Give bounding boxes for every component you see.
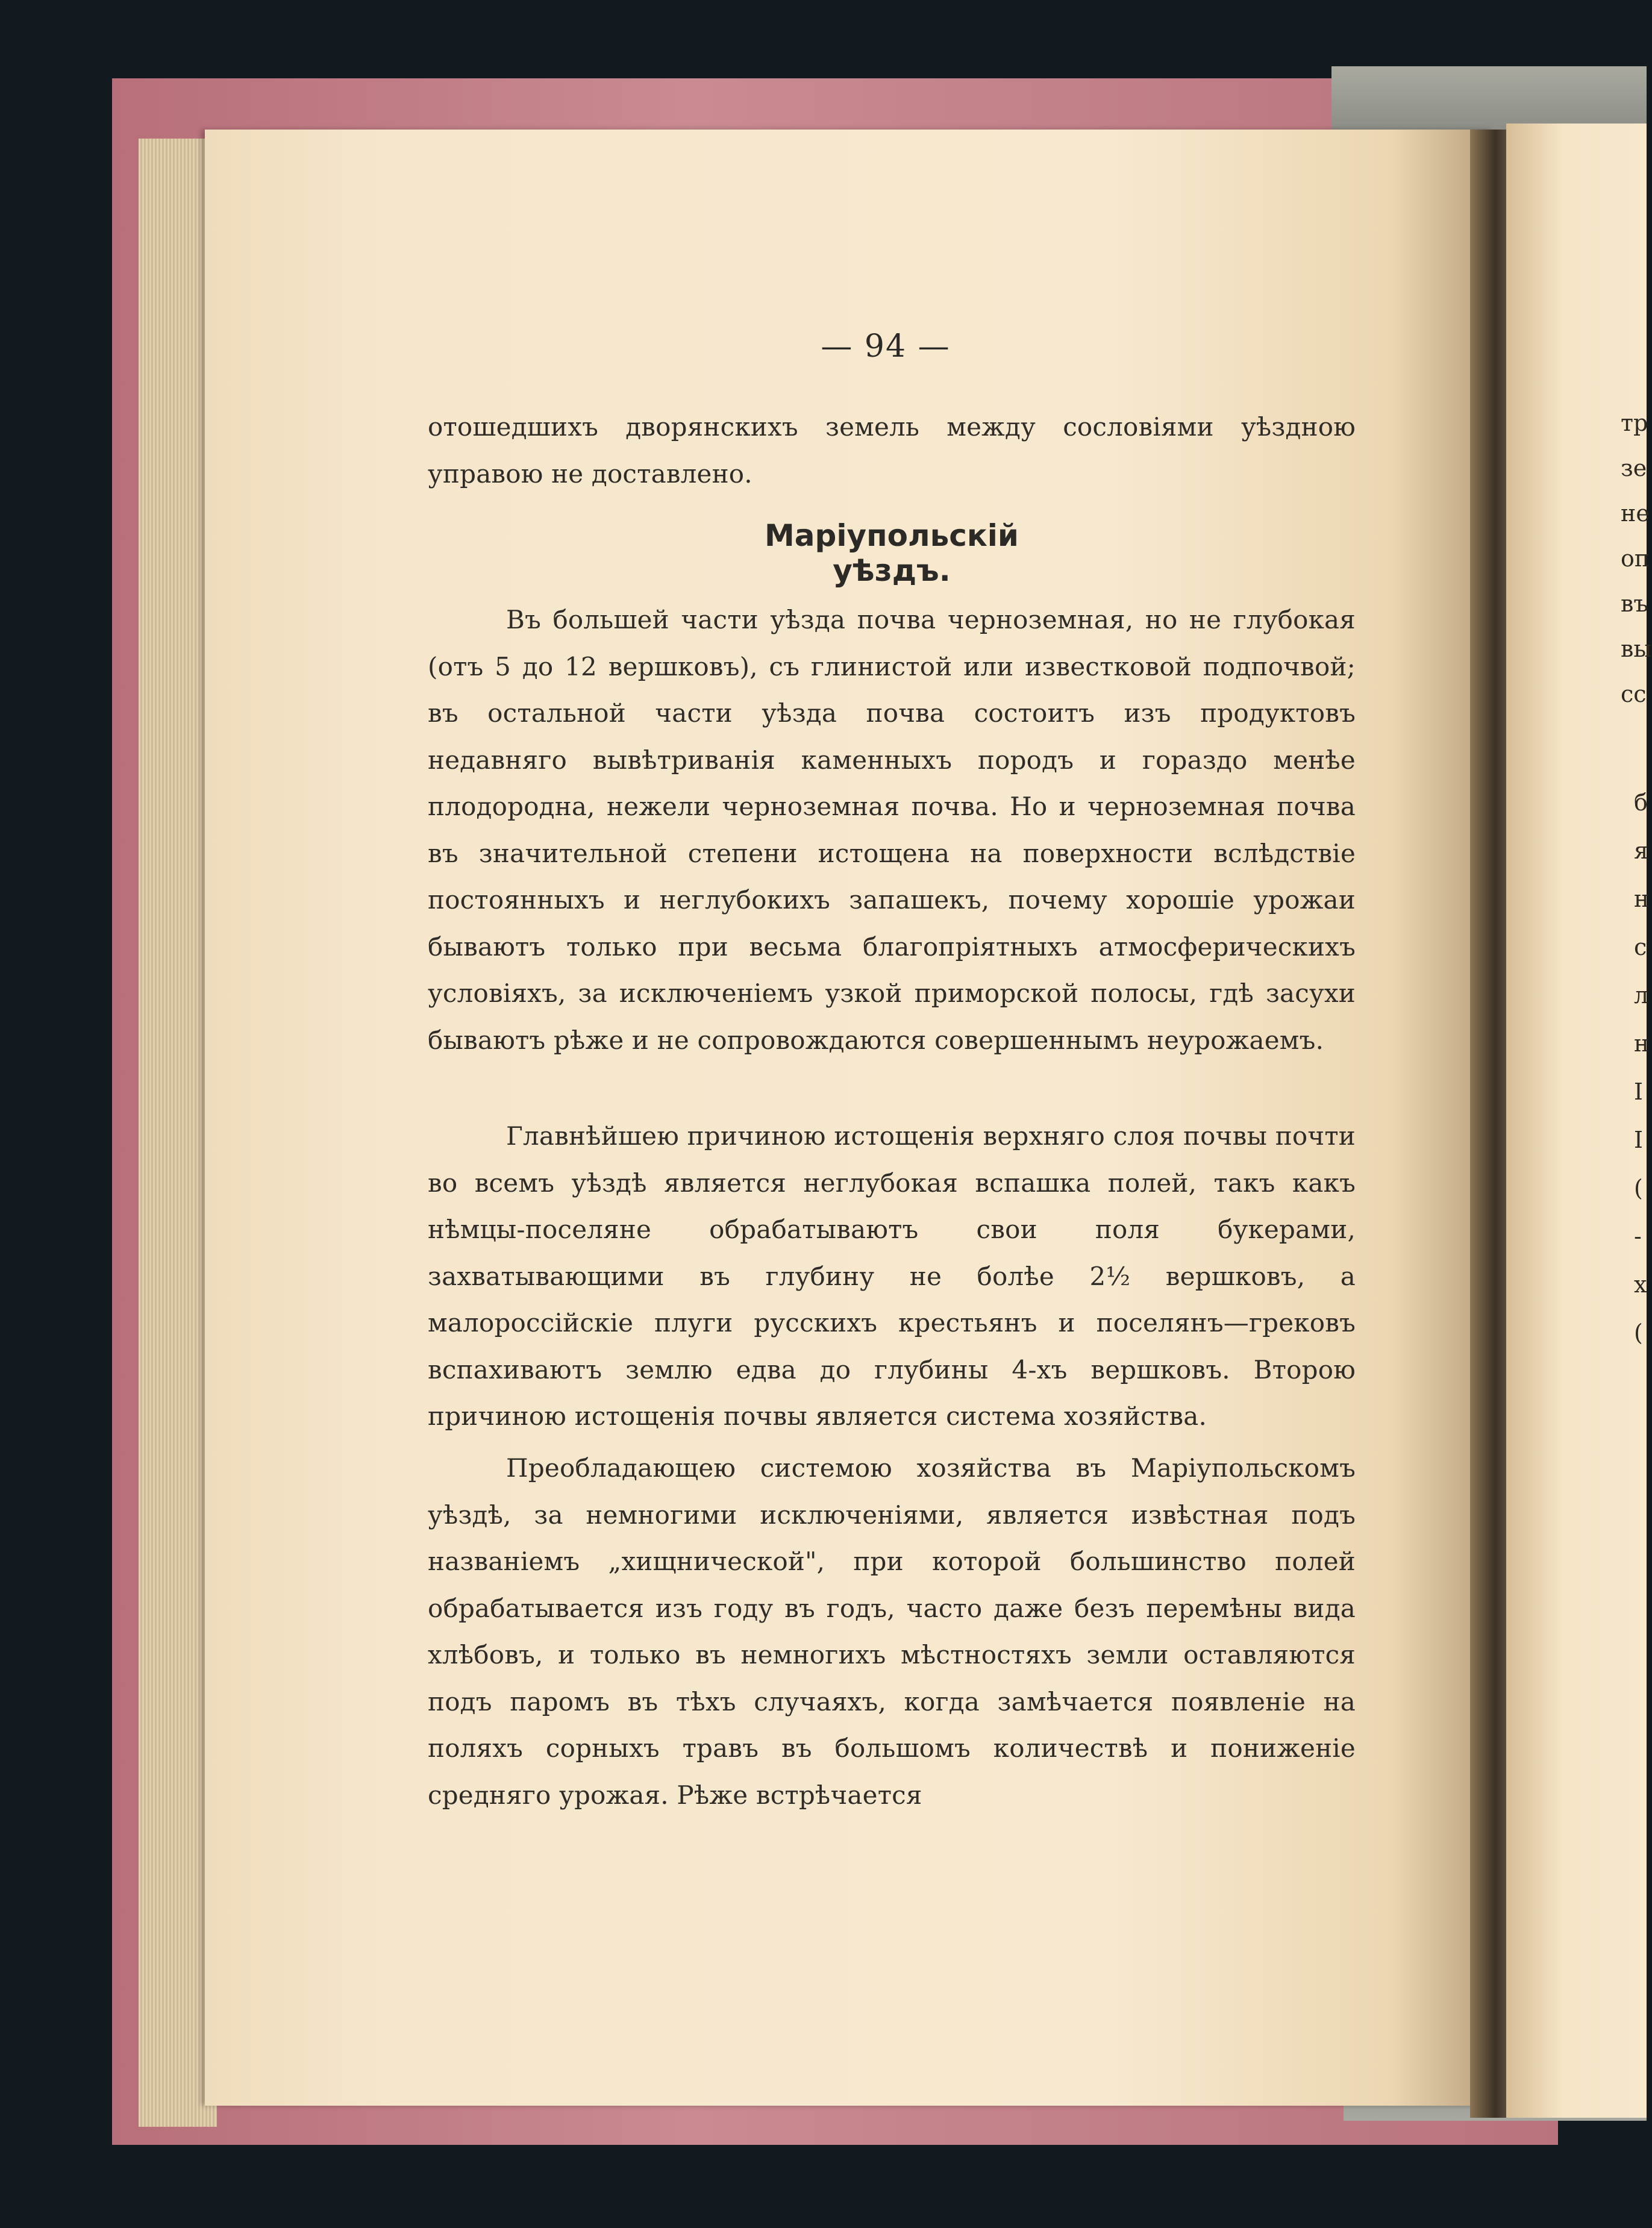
- paragraph-intro: отошедшихъ дворянскихъ земель между сословіями уѣздною управою не доставлено.: [428, 412, 1356, 489]
- right-page-fragment: вы: [1621, 636, 1652, 662]
- section-heading: Маріупольскій уѣздъ.: [765, 518, 1019, 588]
- paragraph-2: Главнѣйшею причиною истощенія верхняго слоя почвы почти во всемъ уѣздѣ является неглубокая вспашка полей, такъ какъ нѣмцы-поселяне обрабатываютъ свои поля букерами, захватывающими въ глубину не болѣе 2½ вершковъ, а малороссійскіе плуги русскихъ крестьянъ и поселянъ—грековъ вспахиваютъ землю едва до глубины 4-хъ вершковъ. Второю причиною истощенія почвы является система хозяйства.: [428, 1121, 1356, 1431]
- right-page-fragment: л: [1634, 982, 1649, 1009]
- right-page-fragment: н: [1634, 1030, 1650, 1057]
- right-page-fragment: -: [1634, 1223, 1642, 1250]
- right-page-fragment: не: [1621, 500, 1650, 527]
- paragraph-1: Въ большей части уѣзда почва черноземная, но не глубокая (отъ 5 до 12 вершковъ), съ глинистой или известковой подпочвой; въ остальной части уѣзда почва состоитъ изъ продуктовъ недавняго вывѣтриванія каменныхъ породъ и гораздо менѣе плодородна, нежели черноземная почва. Но и черноземная почва въ значительной степени истощена на поверхности вслѣдствіе постоянныхъ и неглубокихъ запашекъ, почему хорошіе урожаи бываютъ только при весьма благопріятныхъ атмосферическихъ условіяхъ, за исключеніемъ узкой приморской полосы, гдѣ засухи бываютъ рѣже и не сопровождаются совершеннымъ неурожаемъ.: [428, 605, 1356, 1055]
- right-page-fragment: въ: [1621, 590, 1648, 617]
- right-page-fragment: тр: [1621, 410, 1648, 436]
- right-page-fragment: (: [1634, 1175, 1643, 1201]
- right-page-fragment: (: [1634, 1319, 1643, 1346]
- paragraph-3: Преобладающею системою хозяйства въ Маріупольскомъ уѣздѣ, за немногими исключеніями, является извѣстная подъ названіемъ „хищнической", при которой большинство полей обрабатывается изъ году въ годъ, часто даже безъ перемѣны вида хлѣбовъ, и только въ немногихъ мѣстностяхъ земли оставляются подъ паромъ въ тѣхъ случаяхъ, когда замѣчается появленіе на поляхъ сорныхъ травъ въ большомъ количествѣ и пониженіе средняго урожая. Рѣже встрѣчается: [428, 1453, 1356, 1810]
- right-page-fragment: н: [1634, 886, 1650, 912]
- page-number: — 94 —: [821, 328, 951, 365]
- spine-strip-top: [1331, 66, 1647, 133]
- right-page-fragment: с: [1634, 934, 1647, 960]
- right-page-fragment: оп: [1621, 545, 1650, 572]
- right-page-fragment: я: [1634, 837, 1648, 864]
- right-page-fragment: I: [1634, 1078, 1644, 1105]
- right-page-fragment: сс: [1621, 681, 1647, 707]
- right-page-fragment: зе: [1621, 455, 1647, 481]
- right-page-fragment: х: [1634, 1271, 1647, 1298]
- right-page-fragment: б: [1634, 789, 1648, 816]
- right-page-fragment: I: [1634, 1127, 1644, 1153]
